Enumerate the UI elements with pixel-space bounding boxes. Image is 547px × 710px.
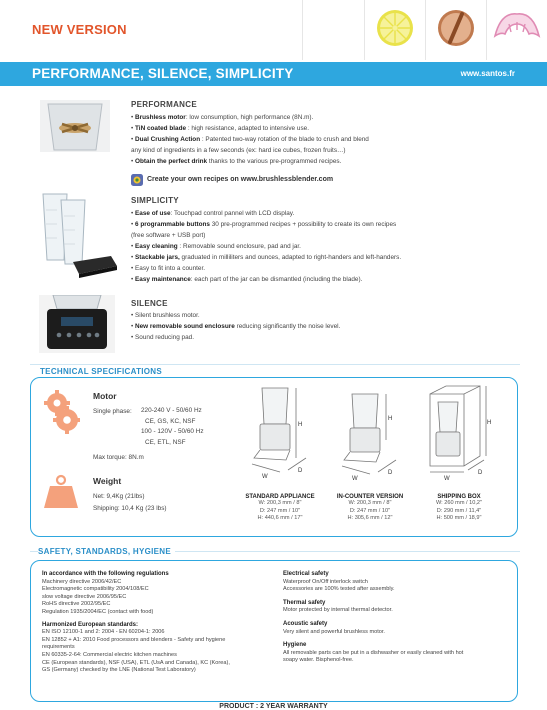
dim-block-standard	[236, 494, 324, 523]
performance-text	[131, 112, 511, 167]
list-item: • 6 programmable buttons 30 pre-programmed recipes + possibility to create its own recipes	[131, 219, 521, 230]
safety-group	[283, 642, 508, 665]
dim-caption: SHIPPING BOX	[437, 494, 481, 500]
dim-width: W: 260 mm / 10,2"	[435, 500, 483, 506]
chocolate-bar-icon	[426, 0, 487, 60]
depth-letter: D	[388, 470, 393, 476]
list-item: • TiN coated blade : high resistance, adapted to intensive use.	[131, 123, 511, 134]
safety-line: Motor protected by internal thermal detector.	[283, 607, 393, 614]
dim-width: W: 200,3 mm / 8"	[258, 500, 302, 506]
safety-group	[283, 600, 508, 615]
list-item: • Brushless motor: low consumption, high performance (8N.m).	[131, 112, 511, 123]
dim-depth: D: 247 mm / 10"	[259, 507, 301, 514]
height-letter: H	[298, 422, 303, 428]
safety-group-title: Harmonized European standards:	[42, 621, 139, 628]
safety-line: EN ISO 12100-1 and 2: 2004 - EN 60204-1: 2006	[42, 629, 165, 636]
weight-icon	[42, 474, 80, 512]
width-letter: W	[262, 474, 268, 480]
voltage-line: 220-240 V - 50/60 Hz	[141, 407, 202, 414]
safety-group-title: In accordance with the following regulations	[42, 571, 169, 577]
blade-image	[40, 100, 110, 152]
safety-line: slow voltage directive 2006/95/EC	[42, 593, 127, 600]
dim-height: H: 305,6 mm / 12"	[347, 515, 393, 521]
max-torque: Max torque: 8N.m	[93, 454, 144, 461]
list-item: • Sound reducing pad.	[131, 332, 511, 343]
safety-line: GS (Germany) checked by the LNE (National Test Laboratory)	[42, 667, 196, 674]
safety-group-title: Thermal safety	[283, 599, 326, 606]
dim-width: W: 200,3 mm / 8"	[348, 500, 392, 506]
website-link[interactable]: www.santos.fr	[460, 69, 515, 78]
safety-line: Electromagnetic compatibility 2004/108/EC	[42, 586, 149, 593]
standard-appliance-drawing	[248, 384, 310, 482]
safety-group	[283, 621, 508, 636]
net-weight: Net: 9,4Kg (21lbs)	[93, 493, 145, 500]
simplicity-heading: SIMPLICITY	[131, 196, 179, 205]
dim-caption: STANDARD APPLIANCE	[245, 494, 315, 500]
silence-heading: SILENCE	[131, 299, 168, 308]
dim-height: H: 440,6 mm / 17"	[257, 515, 303, 521]
safety-line: requirements	[42, 644, 75, 651]
safety-line: soapy water. Bisphenol-free.	[283, 657, 354, 664]
safety-line: All removable parts can be put in a dishwasher or easily cleaned with hot	[283, 649, 464, 656]
safety-group	[42, 571, 274, 617]
banner-title: PERFORMANCE, SILENCE, SIMPLICITY	[32, 66, 294, 81]
list-item-continuation: any kind of ingredients in a few seconds (ex: hard ice cubes, frozen fruits…)	[131, 147, 346, 154]
safety-group-title: Electrical safety	[283, 571, 329, 577]
jars-image	[37, 190, 119, 282]
width-letter: W	[352, 476, 358, 482]
list-item: • Ease of use: Touchpad control pannel with LCD display.	[131, 208, 521, 219]
safety-heading: SAFETY, STANDARDS, HYGIENE	[38, 547, 175, 556]
regulations-column	[42, 571, 274, 675]
single-phase-label: Single phase:	[93, 408, 132, 415]
safety-line: Machinery directive 2006/42/EC	[42, 578, 122, 585]
in-counter-drawing	[338, 384, 400, 482]
warranty-footer: PRODUCT : 2 YEAR WARRANTY	[219, 703, 328, 710]
width-letter: W	[444, 476, 450, 482]
header-icon-strip	[302, 0, 547, 60]
safety-line: CE (European standards), NSF (USA), ETL (UsA and Canada), KC (Korea),	[42, 659, 230, 666]
dim-height: H: 500 mm / 18,9"	[436, 515, 482, 521]
safety-line: RoHS directive 2002/95/EC	[42, 601, 111, 608]
dim-block-in-counter	[326, 494, 414, 523]
safety-line: EN 60335-2-64: Commercial electric kitchen machines	[42, 651, 177, 658]
safety-group	[42, 622, 274, 675]
certification-line: CE, ETL, NSF	[145, 438, 186, 446]
single-phase-values	[141, 406, 231, 448]
recipe-app-icon	[131, 174, 143, 186]
safety-line: Regulation 1935/2004/EC (contact with food)	[42, 608, 154, 615]
safety-line: Waterproof On/Off interlock switch	[283, 578, 368, 585]
motor-title: Motor	[93, 391, 117, 401]
list-item: • Easy maintenance: each part of the jar can be dismantled (including the blade).	[131, 274, 521, 285]
safety-group-title: Acoustic safety	[283, 620, 328, 627]
list-item: • Stackable jars, graduated in milliliters and ounces, adapted to right-handers and left-handers.	[131, 252, 521, 263]
safety-group	[283, 571, 508, 594]
depth-letter: D	[298, 468, 303, 474]
list-item: • Silent brushless motor.	[131, 310, 511, 321]
safety-line: EN 12852 + A1: 2010 Food processors and blenders - Safety and hygiene	[42, 636, 226, 643]
certification-line: CE, GS, KC, NSF	[145, 417, 196, 425]
voltage-line: 100 - 120V - 50/60 Hz	[141, 428, 204, 435]
blender-control-image	[39, 295, 115, 353]
dim-depth: D: 290 mm / 11,4"	[436, 507, 482, 514]
dim-block-shipping	[414, 494, 504, 523]
dim-caption: IN-COUNTER VERSION	[336, 494, 404, 500]
list-item: • New removable sound enclosure reducing significantly the noise level.	[131, 321, 511, 332]
new-version-label: NEW VERSION	[32, 22, 127, 37]
performance-heading: PERFORMANCE	[131, 100, 197, 109]
safety-line: Accessories are 100% tested after assembly.	[283, 586, 395, 593]
height-letter: H	[388, 416, 393, 422]
safety-line: Very silent and powerful brushless motor.	[283, 628, 385, 635]
list-item: • Dual Crushing Action : Patented two-way rotation of the blade to crush and blend	[131, 134, 511, 145]
recipes-link[interactable]: Create your own recipes on www.brushlessblender.com	[147, 176, 334, 183]
weight-title: Weight	[93, 476, 122, 486]
dim-depth: D: 247 mm / 10"	[349, 507, 391, 514]
lemon-slice-icon	[365, 0, 426, 60]
simplicity-text	[131, 208, 521, 285]
safety-group-title: Hygiene	[283, 642, 307, 649]
divider	[30, 364, 520, 365]
silence-text	[131, 310, 511, 343]
list-item: • Easy to fit into a counter.	[131, 263, 521, 274]
shipping-weight: Shipping: 10,4 Kg (23 lbs)	[93, 505, 167, 512]
safety-column	[283, 571, 508, 665]
list-item: • Easy cleaning : Removable sound enclosure, pad and jar.	[131, 241, 521, 252]
list-item-continuation: (free software + USB port)	[131, 232, 206, 239]
depth-letter: D	[478, 470, 483, 476]
croissant-icon	[487, 0, 547, 60]
list-item: • Obtain the perfect drink thanks to the various pre-programmed recipes.	[131, 156, 511, 167]
motor-gear-icon	[42, 390, 80, 434]
tech-specs-heading: TECHNICAL SPECIFICATIONS	[40, 367, 166, 376]
shipping-box-drawing	[424, 382, 492, 484]
height-letter: H	[487, 420, 492, 426]
